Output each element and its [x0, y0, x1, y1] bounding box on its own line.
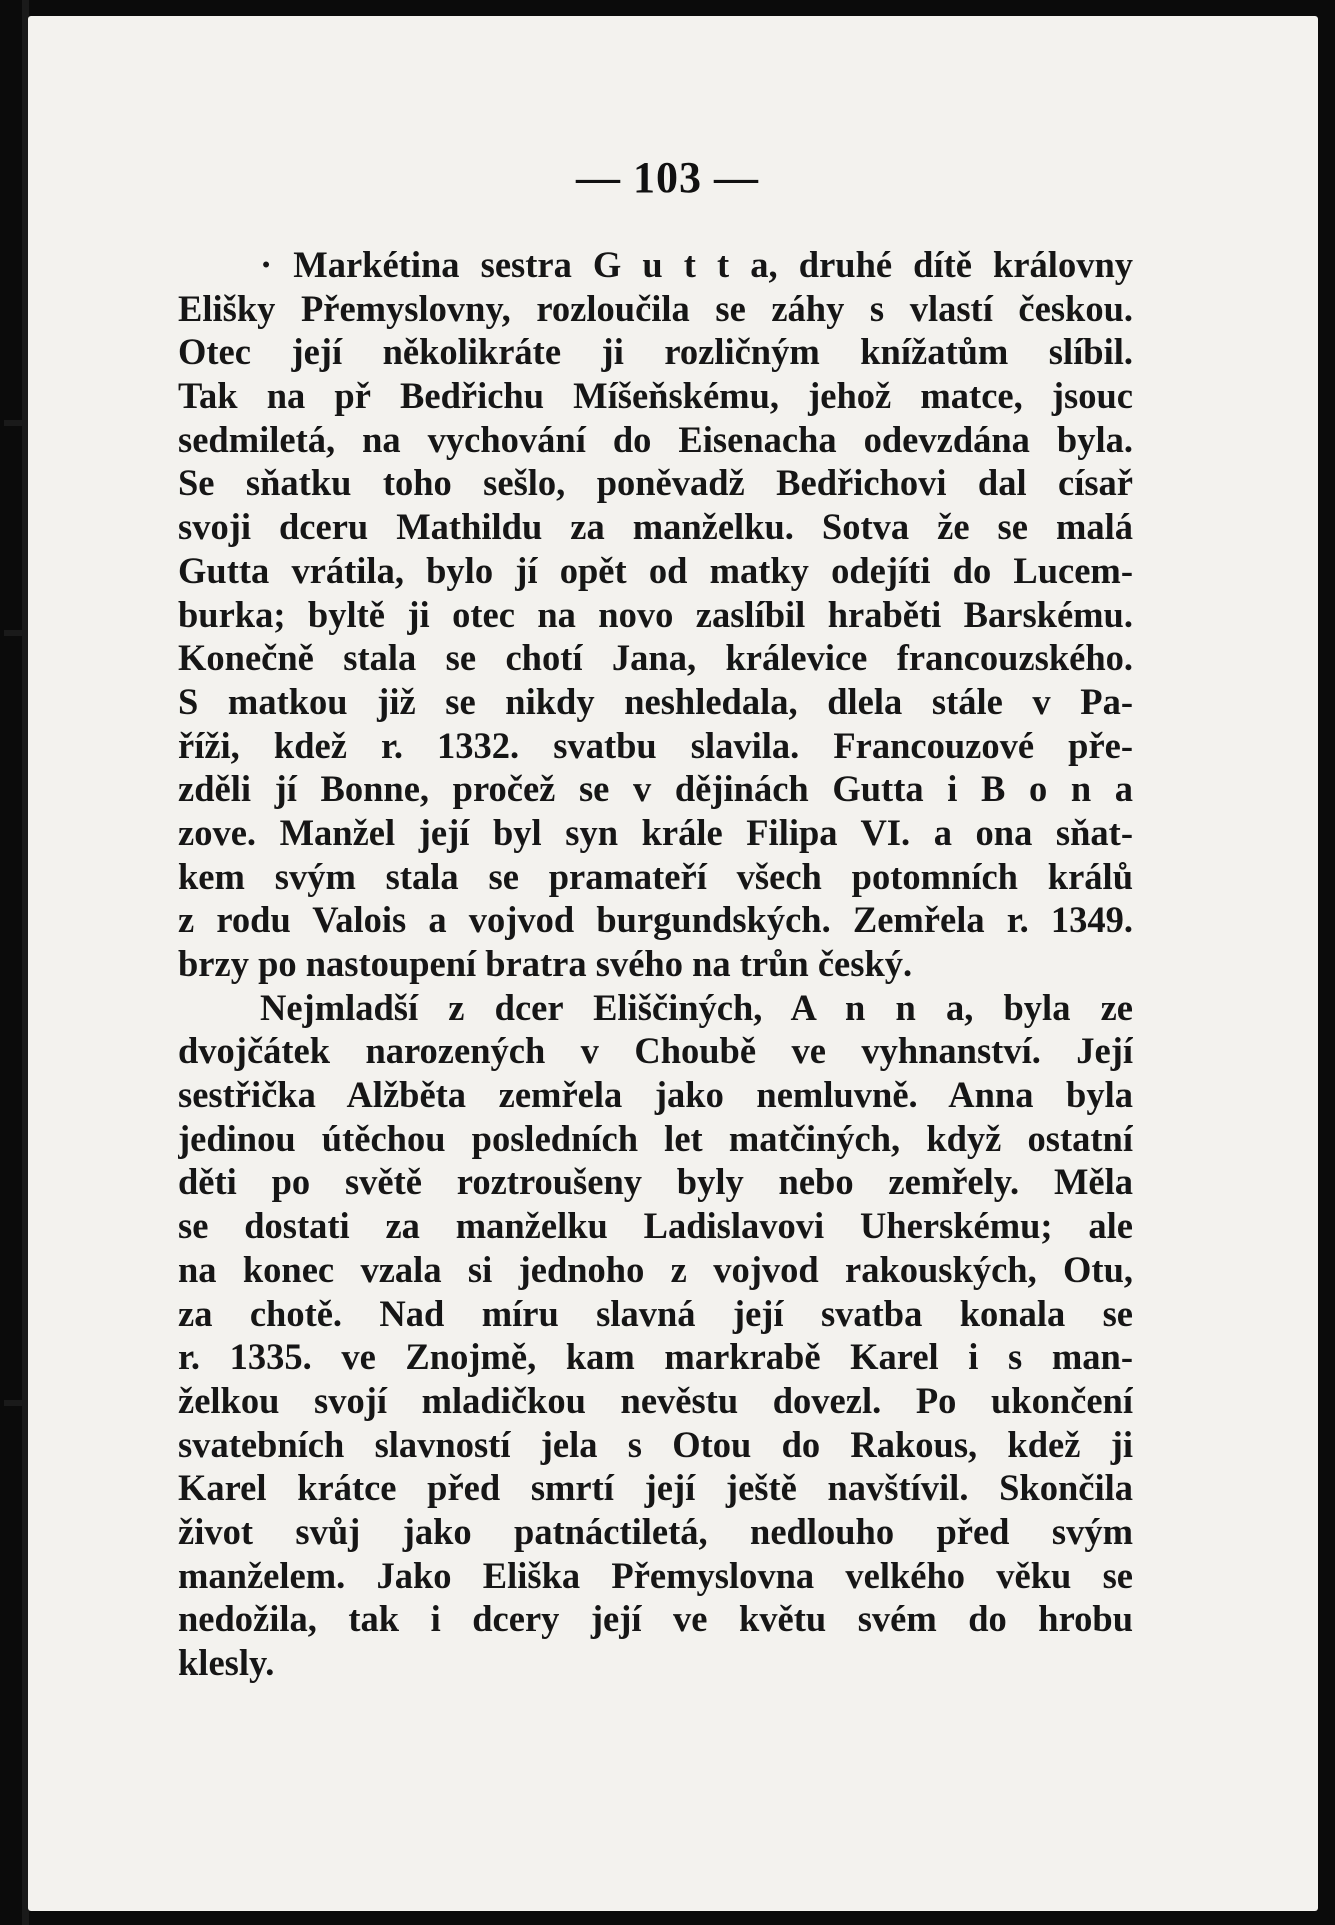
page-number: — 103 —	[576, 153, 759, 202]
text-line: svoji dceru Mathildu za manželku. Sotva že se malá	[178, 506, 1133, 548]
text-line: brzy po nastoupení bratra svého na trůn český.	[178, 943, 913, 984]
text-line: na konec vzala si jednoho z vojvod rakouských, Otu,	[178, 1248, 1133, 1290]
body-text	[178, 243, 1133, 1685]
text-line: želkou svojí mladičkou nevěstu dovezl. Po ukončení	[178, 1379, 1133, 1421]
text-line: Tak na př Bedřichu Míšeňskému, jehož matce, jsouc	[178, 375, 1133, 417]
text-line: Konečně stala se chotí Jana, králevice francouzského.	[178, 637, 1133, 679]
text-line: Nejmladší z dcer Eliščiných, A n n a, byla ze	[260, 986, 1133, 1028]
text-line: Gutta vrátila, bylo jí opět od matky odejíti do Lucem-	[178, 549, 1133, 591]
text-line: svatebních slavností jela s Otou do Rakous, kdež ji	[178, 1423, 1133, 1465]
text-line: život svůj jako patnáctiletá, nedlouho před svým	[178, 1510, 1133, 1552]
text-line: za chotě. Nad míru slavná její svatba konala se	[178, 1292, 1133, 1334]
text-line: Se sňatku toho sešlo, poněvadž Bedřichovi dal císař	[178, 462, 1133, 504]
text-line: · Markétina sestra G u t t a, druhé dítě královny	[260, 244, 1133, 285]
text-line: manželem. Jako Eliška Přemyslovna velkého věku se	[178, 1554, 1133, 1596]
text-line: zove. Manžel její byl syn krále Filipa VI. a ona sňat-	[178, 811, 1133, 853]
text-line: zděli jí Bonne, pročež se v dějinách Gutta i B o n a	[178, 768, 1133, 810]
text-line: dvojčátek narozených v Choubě ve vyhnanství. Její	[178, 1030, 1133, 1072]
text-line: sestřička Alžběta zemřela jako nemluvně. Anna byla	[178, 1074, 1133, 1116]
text-line: Elišky Přemyslovny, rozloučila se záhy s vlastí českou.	[178, 287, 1133, 329]
text-line: se dostati za manželku Ladislavovi Uherskému; ale	[178, 1205, 1133, 1247]
text-line: Otec její několikráte ji rozličným knížatům slíbil.	[178, 331, 1133, 373]
text-line: děti po světě roztroušeny byly nebo zemřely. Měla	[178, 1161, 1133, 1203]
paragraph	[178, 243, 1133, 986]
text-line: burka; byltě ji otec na novo zaslíbil hraběti Barskému.	[178, 593, 1133, 635]
text-line: nedožila, tak i dcery její ve květu svém do hrobu	[178, 1598, 1133, 1640]
text-line: Karel krátce před smrtí její ještě navštívil. Skončila	[178, 1467, 1133, 1509]
text-line: sedmiletá, na vychování do Eisenacha odevzdána byla.	[178, 418, 1133, 460]
text-line: říži, kdež r. 1332. svatbu slavila. Francouzové pře-	[178, 724, 1133, 766]
text-line: jedinou útěchou posledních let matčiných, když ostatní	[178, 1117, 1133, 1159]
text-line: S matkou již se nikdy neshledala, dlela stále v Pa-	[178, 680, 1133, 722]
text-line: klesly.	[178, 1642, 275, 1683]
text-line: kem svým stala se pramateří všech potomních králů	[178, 855, 1133, 897]
paragraph	[178, 986, 1133, 1685]
text-line: z rodu Valois a vojvod burgundských. Zemřela r. 1349.	[178, 899, 1133, 941]
text-line: r. 1335. ve Znojmě, kam markrabě Karel i s man-	[178, 1336, 1133, 1378]
